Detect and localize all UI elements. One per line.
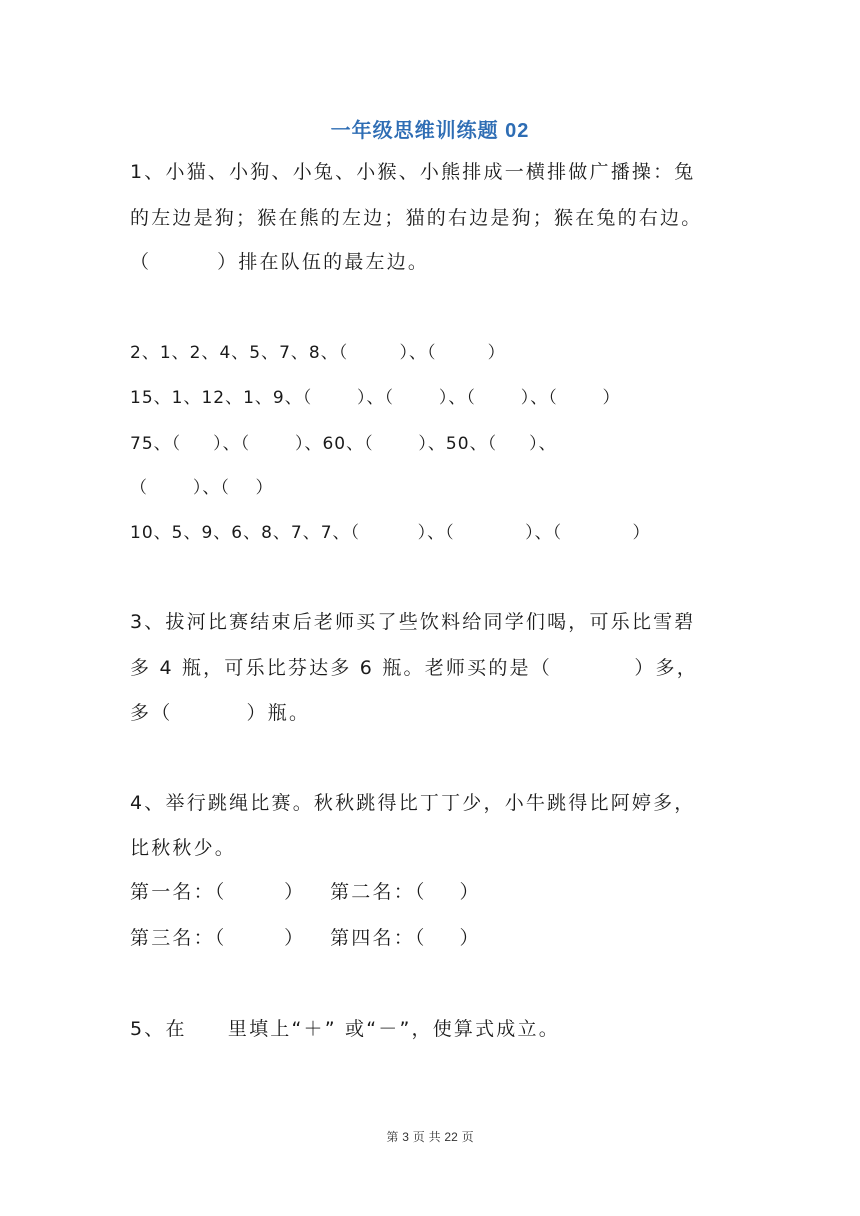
- q2-sequence-1: 2、1、2、4、5、7、8、（ ）、（ ）: [130, 343, 506, 363]
- q3-line-3: 多（ ）瓶。: [130, 702, 311, 724]
- q3-line-1: 3、拔河比赛结束后老师买了些饮料给同学们喝，可乐比雪碧: [130, 611, 696, 633]
- footer-suffix: 页: [457, 1130, 474, 1144]
- q4-ranking-1: 第一名：（ ） 第二名：（ ）: [130, 881, 481, 903]
- q2-sequence-3a: 75、（ ）、（ ）、60、（ ）、50、（ ）、: [130, 434, 557, 454]
- q4-ranking-2: 第三名：（ ） 第四名：（ ）: [130, 927, 481, 949]
- q4-line-2: 比秋秋少。: [130, 837, 237, 859]
- q1-line-1: 1、小猫、小狗、小兔、小猴、小熊排成一横排做广播操：兔: [130, 161, 696, 183]
- q1-line-2: 的左边是狗；猴在熊的左边；猫的右边是狗；猴在兔的右边。: [130, 207, 703, 229]
- footer-page-number: 3: [402, 1130, 409, 1144]
- q5-line-1: 5、在 里填上“＋” 或“－”，使算式成立。: [130, 1018, 560, 1040]
- page-title: 一年级思维训练题 02: [330, 120, 530, 142]
- q2-sequence-3b: （ ）、（ ）: [130, 478, 274, 498]
- footer-total-pages: 22: [444, 1130, 458, 1144]
- q2-sequence-2: 15、1、12、1、9、（ ）、（ ）、（ ）、（ ）: [130, 388, 621, 408]
- q4-line-1: 4、举行跳绳比赛。秋秋跳得比丁丁少，小牛跳得比阿婷多，: [130, 792, 696, 814]
- q1-line-3: （ ）排在队伍的最左边。: [130, 251, 430, 273]
- footer-prefix: 第: [386, 1130, 403, 1144]
- footer-middle: 页 共: [408, 1130, 445, 1144]
- q2-sequence-4: 10、5、9、6、8、7、7、（ ）、（ ）、（ ）: [130, 523, 651, 543]
- page-footer: [0, 1128, 860, 1145]
- q3-line-2: 多 4 瓶，可乐比芬达多 6 瓶。老师买的是（ ）多，: [130, 657, 698, 679]
